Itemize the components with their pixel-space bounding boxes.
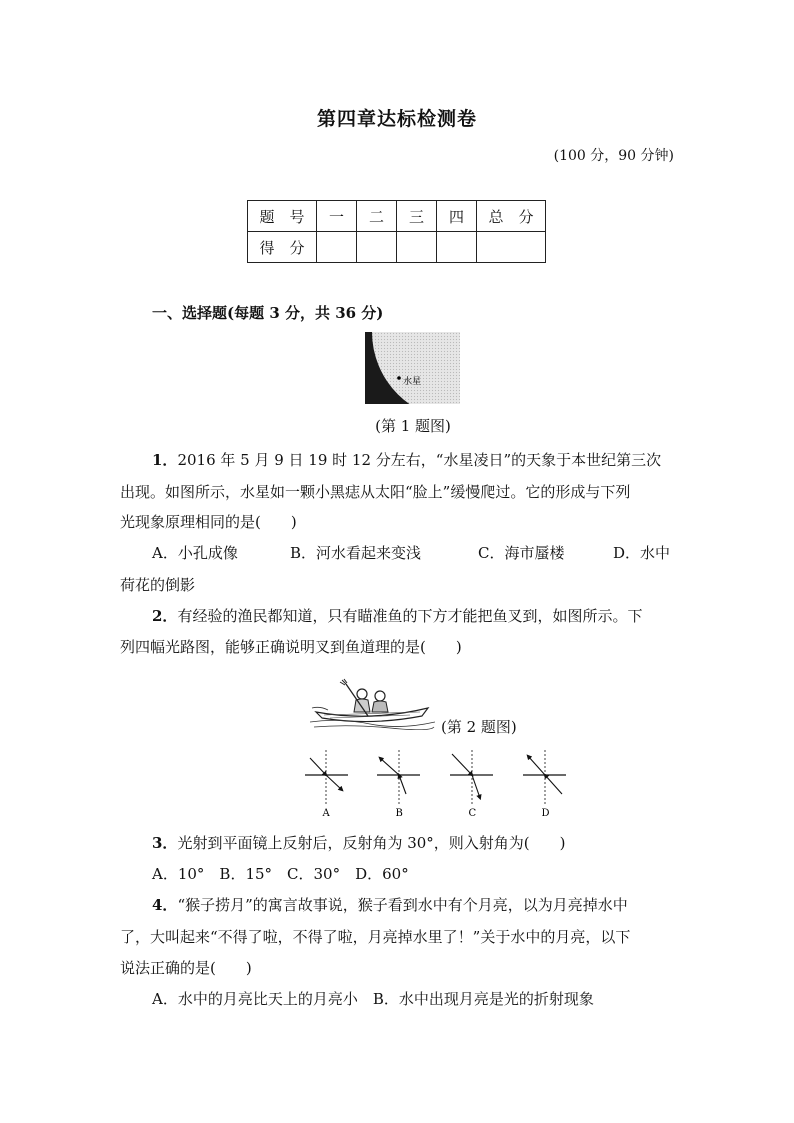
score-input-cell[interactable] xyxy=(477,232,546,263)
diagram-c[interactable] xyxy=(450,750,493,819)
q4-options[interactable]: A．水中的月亮比天上的月亮小 B．水中出现月亮是光的折射现象 xyxy=(152,990,594,1008)
page-title: 第四章达标检测卷 xyxy=(316,108,477,130)
q3-line: 3．光射到平面镜上反射后，反射角为 30°，则入射角为( ) xyxy=(152,834,566,852)
diagram-label-d: D xyxy=(541,808,550,819)
score-table-header-row xyxy=(248,201,546,232)
fisherman-boat-illustration xyxy=(310,678,435,730)
fig1-label: 水星 xyxy=(403,377,422,387)
score-time-note: (100 分，90 分钟) xyxy=(553,148,674,164)
diagram-label-c: C xyxy=(468,808,477,819)
q3-options[interactable]: A．10° B．15° C．30° D．60° xyxy=(152,865,409,883)
score-table-score-row xyxy=(248,232,546,263)
q1-line: 出现。如图所示，水星如一颗小黑痣从太阳“脸上”缓慢爬过。它的形成与下列 xyxy=(120,483,631,501)
score-input-cell[interactable] xyxy=(397,232,437,263)
q1-option-a[interactable]: A．小孔成像 xyxy=(152,544,238,562)
score-table-cell: 题 号 xyxy=(248,201,317,232)
q2-line: 2．有经验的渔民都知道，只有瞄准鱼的下方才能把鱼叉到，如图所示。下 xyxy=(152,607,643,625)
score-table-cell: 一 xyxy=(317,201,357,232)
q1-option-c[interactable]: C．海市蜃楼 xyxy=(478,544,565,562)
diagram-a[interactable] xyxy=(305,750,348,819)
diagram-label-a: A xyxy=(322,808,330,819)
q1-option-d[interactable]: D．水中 xyxy=(613,544,671,562)
diagram-d[interactable] xyxy=(523,750,566,819)
q4-line: 4．“猴子捞月”的寓言故事说，猴子看到水中有个月亮，以为月亮掉水中 xyxy=(152,896,628,914)
q1-option-b[interactable]: B．河水看起来变浅 xyxy=(290,544,422,562)
score-table-cell: 总 分 xyxy=(477,201,546,232)
score-table-cell: 得 分 xyxy=(248,232,317,263)
score-table-cell: 二 xyxy=(357,201,397,232)
q4-line: 说法正确的是( ) xyxy=(120,959,252,977)
diagram-b[interactable] xyxy=(377,750,420,819)
score-input-cell[interactable] xyxy=(437,232,477,263)
score-input-cell[interactable] xyxy=(357,232,397,263)
q4-line: 了，大叫起来“不得了啦，不得了啦，月亮掉水里了！”关于水中的月亮，以下 xyxy=(120,928,631,946)
fig2-caption: (第 2 题图) xyxy=(441,718,517,736)
fig1-caption: (第 1 题图) xyxy=(375,417,451,435)
q2-line: 列四幅光路图，能够正确说明叉到鱼道理的是( ) xyxy=(120,638,462,656)
mercury-transit-photo xyxy=(365,332,460,404)
score-table-cell: 三 xyxy=(397,201,437,232)
q1-option-d-cont: 荷花的倒影 xyxy=(120,576,196,594)
q1-line: 1．2016 年 5 月 9 日 19 时 12 分左右，“水星凌日”的天象于本世纪第三次 xyxy=(152,451,662,469)
light-path-diagrams xyxy=(300,746,575,822)
q1-line: 光现象原理相同的是( ) xyxy=(120,513,297,531)
mercury-dot xyxy=(397,376,401,380)
score-table-cell: 四 xyxy=(437,201,477,232)
diagram-label-b: B xyxy=(395,808,403,819)
score-table xyxy=(247,200,546,263)
score-input-cell[interactable] xyxy=(317,232,357,263)
section-heading: 一、选择题(每题 3 分，共 36 分) xyxy=(152,304,384,322)
